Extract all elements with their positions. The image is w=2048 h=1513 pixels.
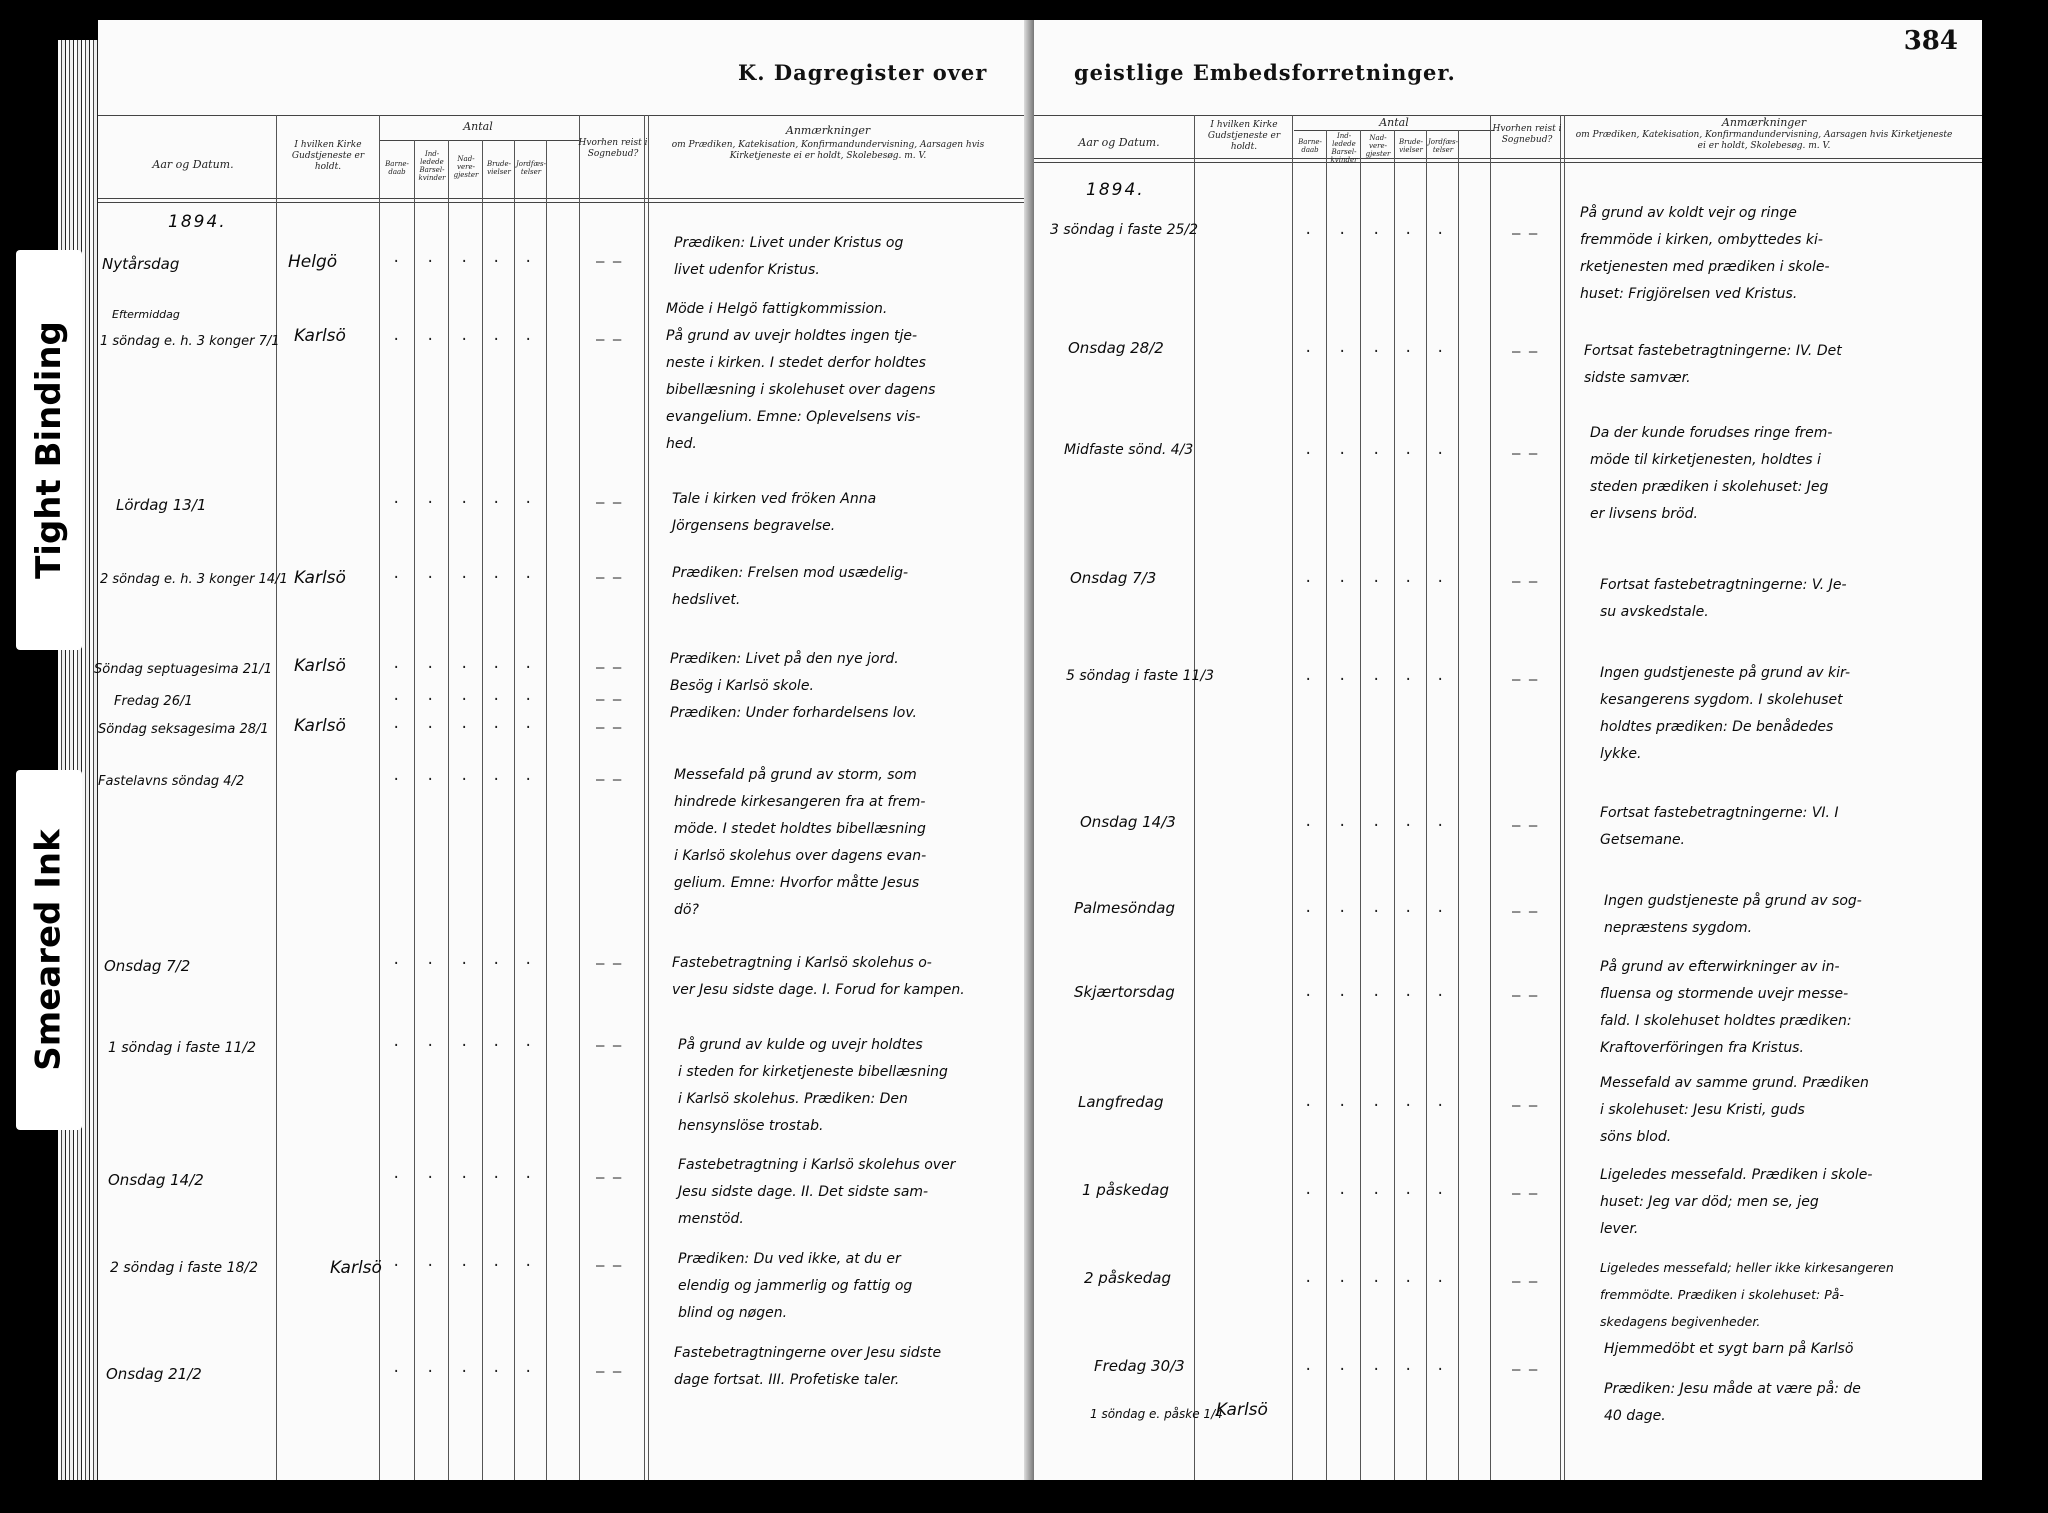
date-entry: Onsdag 14/2	[108, 1171, 204, 1189]
tally-dot: ·	[1372, 226, 1381, 242]
tally-dot: ·	[1372, 446, 1381, 462]
col-line	[482, 140, 483, 1480]
remark-entry: Ligeledes messefald. Prædiken i skole- huset: Jeg var död; men se, jeg lever.	[1600, 1167, 1873, 1237]
col-nadvere-header: Nad-vere-gjester	[1365, 134, 1391, 158]
tally-dot: ·	[460, 956, 469, 972]
col-line	[648, 115, 649, 1480]
year-label: 1894.	[1086, 180, 1145, 200]
tally-dot: ·	[492, 570, 501, 586]
date-entry: Fastelavns söndag 4/2	[98, 774, 245, 789]
date-entry: Söndag septuagesima 21/1	[94, 662, 272, 677]
tally-dot: ·	[1338, 818, 1347, 834]
date-entry: 1 söndag i faste 11/2	[108, 1040, 257, 1056]
col-line	[1560, 115, 1561, 1480]
remark-entry: Ligeledes messefald; heller ikke kirkesangeren fremmödte. Prædiken i skolehuset: På- skedagens begivenheder.	[1600, 1260, 1894, 1329]
tally-dot: ·	[1338, 446, 1347, 462]
tally-dot: ·	[460, 1364, 469, 1380]
tally-dot: ·	[1338, 1362, 1347, 1378]
remark-entry: Fortsat fastebetragtningerne: IV. Det sidste samvær.	[1584, 343, 1842, 386]
tally-dot: ·	[1436, 1274, 1445, 1290]
tally-dot: ·	[492, 956, 501, 972]
tally-dot: ·	[492, 1038, 501, 1054]
col-barselkvinder-header: Ind-ledede Barsel-kvinder	[418, 150, 446, 182]
date-entry: 1 söndag e. påske 1/4	[1090, 1407, 1223, 1421]
tally-dot: ·	[1404, 1098, 1413, 1114]
tally-dot: ·	[492, 660, 501, 676]
tally-dot: ·	[1338, 574, 1347, 590]
tally-dot: ·	[524, 495, 533, 511]
church-entry: Karlsö	[294, 716, 346, 736]
tally-dash: – –	[1512, 344, 1538, 360]
tally-dash: – –	[1512, 904, 1538, 920]
col-line	[1292, 115, 1293, 1480]
remark-entry: Möde i Helgö fattigkommission. På grund av uvejr holdtes ingen tje- neste i kirken. I stedet derfor holdtes bibellæsning i skolehuset over dagens evangelium. Emne: Oplevelsens vis- hed.	[666, 301, 936, 452]
header-bottom-rule-2	[98, 202, 1034, 203]
tally-dot: ·	[524, 1258, 533, 1274]
tally-dash: – –	[596, 1258, 622, 1274]
col-barselkvinder-header: Ind-ledede Barsel-kvinder	[1330, 132, 1358, 164]
remark-entry: Da der kunde forudses ringe frem- möde til kirketjenesten, holdtes i steden prædiken i skolehuset: Jeg er livsens bröd.	[1590, 425, 1833, 522]
remark-entry: På grund av koldt vejr og ringe fremmöde i kirken, ombyttedes ki- rketjenesten med prædiken i skole- huset: Frigjörelsen ved Kristus.	[1580, 205, 1830, 302]
tally-dot: ·	[1372, 672, 1381, 688]
tally-dot: ·	[392, 254, 401, 270]
tally-dot: ·	[1304, 904, 1313, 920]
tally-dot: ·	[1338, 1274, 1347, 1290]
remark-entry: Fortsat fastebetragtningerne: V. Je- su avskedstale.	[1600, 577, 1847, 620]
church-entry: Helgö	[288, 252, 338, 272]
date-entry: Onsdag 21/2	[106, 1365, 202, 1383]
col-line	[546, 140, 547, 1480]
tally-dash: – –	[1512, 672, 1538, 688]
tally-dot: ·	[392, 570, 401, 586]
tally-dot: ·	[1372, 818, 1381, 834]
left-page	[94, 20, 1034, 1480]
remark-entry: Fastebetragtningerne over Jesu sidste dage fortsat. III. Profetiske taler.	[674, 1345, 942, 1388]
antal-rule	[379, 140, 579, 141]
tight-binding-label: Tight Binding	[29, 321, 70, 579]
remark-entry: Messefald av samme grund. Prædiken i skolehuset: Jesu Kristi, guds söns blod.	[1600, 1075, 1869, 1145]
tally-dot: ·	[1404, 904, 1413, 920]
tally-dot: ·	[1372, 1274, 1381, 1290]
tally-dash: – –	[1512, 574, 1538, 590]
tally-dot: ·	[492, 495, 501, 511]
tally-dot: ·	[1372, 574, 1381, 590]
tally-dot: ·	[426, 692, 435, 708]
col-antal-header: Antal	[463, 120, 493, 133]
right-page	[1034, 20, 1982, 1480]
tally-dot: ·	[1372, 904, 1381, 920]
col-line	[1426, 130, 1427, 1480]
tally-dot: ·	[1338, 904, 1347, 920]
tally-dot: ·	[460, 254, 469, 270]
tally-dot: ·	[426, 570, 435, 586]
church-entry: Karlsö	[1216, 1400, 1268, 1420]
tally-dot: ·	[1304, 818, 1313, 834]
col-line	[644, 115, 645, 1480]
tally-dot: ·	[1436, 672, 1445, 688]
tally-dot: ·	[1304, 988, 1313, 1004]
tally-dot: ·	[460, 332, 469, 348]
tally-dot: ·	[524, 1170, 533, 1186]
tally-dot: ·	[524, 692, 533, 708]
tally-dot: ·	[1404, 1362, 1413, 1378]
tally-dot: ·	[460, 1258, 469, 1274]
church-entry: Karlsö	[294, 568, 346, 588]
tally-dot: ·	[1436, 446, 1445, 462]
col-brudevielser-header: Brude-vielser	[1399, 138, 1423, 154]
tally-dash: – –	[596, 1038, 622, 1054]
tally-dot: ·	[1404, 1186, 1413, 1202]
tally-dot: ·	[426, 1364, 435, 1380]
date-entry: 1 söndag e. h. 3 konger 7/1	[100, 334, 280, 349]
col-barnedaab-header: Barne-daab	[1298, 138, 1322, 154]
tally-dot: ·	[426, 1258, 435, 1274]
tally-dot: ·	[524, 1364, 533, 1380]
tally-dot: ·	[1404, 672, 1413, 688]
tally-dash: – –	[596, 660, 622, 676]
date-entry: Onsdag 7/2	[104, 957, 191, 975]
col-line	[1394, 130, 1395, 1480]
remark-entry: Fortsat fastebetragtningerne: VI. I Getsemane.	[1600, 805, 1839, 848]
left-heading: K. Dagregister over	[738, 60, 988, 85]
tally-dot: ·	[460, 1038, 469, 1054]
tally-dash: – –	[1512, 818, 1538, 834]
col-line	[414, 140, 415, 1480]
col-line	[1490, 115, 1491, 1480]
tally-dot: ·	[392, 772, 401, 788]
tally-dot: ·	[1304, 1098, 1313, 1114]
tally-dot: ·	[426, 660, 435, 676]
date-entry: Lördag 13/1	[116, 496, 207, 514]
col-travel-header: Hvorhen reist i Sognebud?	[578, 138, 648, 159]
date-entry: Fredag 26/1	[114, 694, 193, 709]
col-line	[579, 115, 580, 1480]
tally-dash: – –	[596, 692, 622, 708]
church-entry: Karlsö	[330, 1258, 382, 1278]
remark-entry: Fastebetragtning i Karlsö skolehus over Jesu sidste dage. II. Det sidste sam- menstöd.	[678, 1157, 956, 1227]
tally-dot: ·	[1404, 1274, 1413, 1290]
tally-dot: ·	[1304, 1186, 1313, 1202]
tally-dot: ·	[492, 254, 501, 270]
tally-dot: ·	[392, 660, 401, 676]
tally-dash: – –	[1512, 446, 1538, 462]
col-remarks-title: Anmærkninger	[785, 124, 871, 137]
tally-dash: – –	[596, 332, 622, 348]
tally-dot: ·	[1404, 818, 1413, 834]
col-barnedaab-header: Barne-daab	[385, 160, 409, 176]
tally-dot: ·	[392, 1038, 401, 1054]
tally-dot: ·	[1338, 1098, 1347, 1114]
col-jordfaestelser-header: Jordfæs-telser	[516, 160, 546, 176]
tally-dot: ·	[426, 772, 435, 788]
tally-dot: ·	[1338, 344, 1347, 360]
tally-dot: ·	[1304, 574, 1313, 590]
church-entry: Karlsö	[294, 326, 346, 346]
tally-dot: ·	[392, 956, 401, 972]
tally-dot: ·	[524, 254, 533, 270]
date-entry: Söndag seksagesima 28/1	[98, 722, 269, 737]
page-number: 384	[1903, 26, 1958, 56]
tally-dot: ·	[460, 495, 469, 511]
tally-dash: – –	[596, 720, 622, 736]
remark-entry: Tale i kirken ved fröken Anna Jörgensens begravelse.	[672, 491, 877, 534]
col-remarks-title: Anmærkninger	[1721, 116, 1807, 129]
tally-dot: ·	[460, 720, 469, 736]
tally-dot: ·	[492, 1170, 501, 1186]
church-entry: Karlsö	[294, 656, 346, 676]
smeared-ink-tab	[16, 770, 82, 1130]
header-top-rule	[98, 115, 1034, 116]
date-entry: 1 påskedag	[1082, 1181, 1169, 1199]
tally-dot: ·	[1404, 574, 1413, 590]
tally-dot: ·	[460, 772, 469, 788]
date-entry: Eftermiddag	[112, 308, 180, 321]
tally-dash: – –	[596, 1170, 622, 1186]
tally-dot: ·	[1304, 672, 1313, 688]
tally-dash: – –	[1512, 226, 1538, 242]
date-entry: Palmesöndag	[1074, 899, 1175, 917]
tally-dot: ·	[1404, 446, 1413, 462]
remark-entry: Prædiken: Livet på den nye jord. Besög i Karlsö skole. Prædiken: Under forhardelsens lov.	[670, 651, 917, 721]
tally-dash: – –	[596, 495, 622, 511]
tally-dot: ·	[1436, 344, 1445, 360]
tally-dot: ·	[524, 660, 533, 676]
col-remarks-sub: om Prædiken, Katekisation, Konfirmandundervisning, Aarsagen hvis Kirketjeneste ei er holdt, Skolebesøg. m. V.	[1575, 130, 1953, 151]
tally-dot: ·	[426, 956, 435, 972]
year-label: 1894.	[168, 212, 227, 232]
tally-dot: ·	[1372, 988, 1381, 1004]
col-jordfaestelser-header: Jordfæs-telser	[1428, 138, 1458, 154]
col-line	[1194, 115, 1195, 1480]
tally-dot: ·	[524, 570, 533, 586]
tally-dot: ·	[1436, 904, 1445, 920]
tally-dot: ·	[1404, 988, 1413, 1004]
remark-entry: På grund av kulde og uvejr holdtes i steden for kirketjeneste bibellæsning i Karlsö skolehus. Prædiken: Den hensynslöse trostab.	[678, 1037, 948, 1134]
tally-dot: ·	[1304, 446, 1313, 462]
col-line	[1564, 115, 1565, 1480]
col-church-header: I hvilken Kirke Gudstjeneste er holdt.	[291, 140, 365, 172]
date-entry: 3 söndag i faste 25/2	[1050, 222, 1199, 238]
tally-dot: ·	[392, 332, 401, 348]
tally-dot: ·	[524, 956, 533, 972]
tally-dot: ·	[392, 1258, 401, 1274]
tally-dash: – –	[596, 1364, 622, 1380]
tally-dash: – –	[596, 772, 622, 788]
tally-dot: ·	[492, 332, 501, 348]
remark-entry: På grund av efterwirkninger av in- fluensa og stormende uvejr messe- fald. I skolehuset holdtes prædiken: Kraftoverföringen fra Kristus.	[1600, 959, 1852, 1056]
remark-entry: Messefald på grund av storm, som hindrede kirkesangeren fra at frem- möde. I stedet holdtes bibellæsning i Karlsö skolehus over dagens evan- gelium. Emne: Hvorfor måtte Jesus dö?	[674, 767, 927, 918]
smeared-ink-label: Smeared Ink	[29, 829, 70, 1071]
col-travel-header: Hvorhen reist i Sognebud?	[1492, 124, 1562, 145]
remark-entry: Prædiken: Jesu måde at være på: de 40 dage.	[1604, 1381, 1861, 1424]
tight-binding-tab	[16, 250, 82, 650]
tally-dash: – –	[1512, 1186, 1538, 1202]
tally-dash: – –	[596, 570, 622, 586]
tally-dot: ·	[392, 1364, 401, 1380]
tally-dot: ·	[1304, 1362, 1313, 1378]
tally-dot: ·	[524, 772, 533, 788]
tally-dash: – –	[1512, 988, 1538, 1004]
tally-dot: ·	[460, 692, 469, 708]
right-heading: geistlige Embedsforretninger.	[1074, 60, 1456, 85]
tally-dot: ·	[426, 1038, 435, 1054]
tally-dot: ·	[426, 254, 435, 270]
col-line	[1326, 130, 1327, 1480]
tally-dot: ·	[392, 1170, 401, 1186]
tally-dot: ·	[1338, 672, 1347, 688]
tally-dot: ·	[460, 660, 469, 676]
tally-dot: ·	[492, 1364, 501, 1380]
tally-dot: ·	[392, 720, 401, 736]
tally-dot: ·	[524, 720, 533, 736]
date-entry: Onsdag 14/3	[1080, 813, 1176, 831]
tally-dot: ·	[524, 332, 533, 348]
col-line	[1360, 130, 1361, 1480]
tally-dash: – –	[1512, 1274, 1538, 1290]
remark-entry: Prædiken: Livet under Kristus og livet udenfor Kristus.	[674, 235, 904, 278]
tally-dot: ·	[392, 692, 401, 708]
date-entry: Skjærtorsdag	[1074, 983, 1175, 1001]
header-bottom-rule	[1034, 158, 1982, 159]
tally-dot: ·	[1436, 1186, 1445, 1202]
remark-entry: Fastebetragtning i Karlsö skolehus o- ver Jesu sidste dage. I. Forud for kampen.	[672, 955, 965, 998]
remark-entry: Ingen gudstjeneste på grund av sog- nepræstens sygdom.	[1604, 893, 1862, 936]
tally-dot: ·	[426, 495, 435, 511]
date-entry: 2 söndag e. h. 3 konger 14/1	[100, 572, 288, 587]
col-line	[1458, 130, 1459, 1480]
tally-dot: ·	[1436, 818, 1445, 834]
remark-entry: Ingen gudstjeneste på grund av kir- kesangerens sygdom. I skolehuset holdtes prædiken: De benådedes lykke.	[1600, 665, 1851, 762]
date-entry: Nytårsdag	[102, 255, 180, 273]
remark-entry: Prædiken: Frelsen mod usædelig- hedslivet.	[672, 565, 909, 608]
tally-dot: ·	[392, 495, 401, 511]
tally-dot: ·	[1338, 226, 1347, 242]
date-entry: 2 söndag i faste 18/2	[110, 1260, 259, 1276]
tally-dot: ·	[1372, 1186, 1381, 1202]
tally-dot: ·	[1372, 344, 1381, 360]
tally-dash: – –	[1512, 1362, 1538, 1378]
date-entry: Fredag 30/3	[1094, 1357, 1185, 1375]
col-line	[276, 115, 277, 1480]
col-date-header: Aar og Datum.	[152, 158, 234, 171]
tally-dot: ·	[1372, 1362, 1381, 1378]
tally-dot: ·	[426, 1170, 435, 1186]
col-church-header: I hvilken Kirke Gudstjeneste er holdt.	[1207, 120, 1281, 152]
header-bottom-rule-2	[1034, 162, 1982, 163]
tally-dot: ·	[1436, 1098, 1445, 1114]
tally-dot: ·	[1436, 988, 1445, 1004]
tally-dash: – –	[1512, 1098, 1538, 1114]
date-entry: 5 söndag i faste 11/3	[1066, 668, 1215, 684]
tally-dot: ·	[1404, 344, 1413, 360]
tally-dot: ·	[426, 720, 435, 736]
col-line	[448, 140, 449, 1480]
col-nadvere-header: Nad-vere-gjester	[453, 155, 479, 179]
date-entry: Onsdag 28/2	[1068, 339, 1164, 357]
remark-entry: Hjemmedöbt et sygt barn på Karlsö	[1604, 1341, 1854, 1357]
tally-dot: ·	[492, 1258, 501, 1274]
tally-dot: ·	[492, 720, 501, 736]
tally-dot: ·	[1372, 1098, 1381, 1114]
col-brudevielser-header: Brude-vielser	[487, 160, 511, 176]
date-entry: Langfredag	[1078, 1093, 1164, 1111]
tally-dot: ·	[1338, 988, 1347, 1004]
tally-dot: ·	[1436, 226, 1445, 242]
tally-dot: ·	[1436, 574, 1445, 590]
tally-dot: ·	[492, 772, 501, 788]
tally-dot: ·	[460, 1170, 469, 1186]
tally-dot: ·	[1304, 226, 1313, 242]
tally-dot: ·	[1404, 226, 1413, 242]
col-line	[514, 140, 515, 1480]
remark-entry: Prædiken: Du ved ikke, at du er elendig og jammerlig og fattig og blind og nøgen.	[678, 1251, 913, 1321]
tally-dot: ·	[426, 332, 435, 348]
date-entry: Onsdag 7/3	[1070, 569, 1157, 587]
tally-dash: – –	[596, 254, 622, 270]
tally-dot: ·	[1304, 344, 1313, 360]
tally-dot: ·	[1436, 1362, 1445, 1378]
header-bottom-rule	[98, 198, 1034, 199]
date-entry: 2 påskedag	[1084, 1269, 1171, 1287]
col-antal-header: Antal	[1379, 116, 1409, 129]
col-date-header: Aar og Datum.	[1078, 136, 1160, 149]
tally-dot: ·	[460, 570, 469, 586]
date-entry: Midfaste sönd. 4/3	[1064, 442, 1194, 458]
tally-dash: – –	[596, 956, 622, 972]
col-remarks-sub: om Prædiken, Katekisation, Konfirmandundervisning, Aarsagen hvis Kirketjeneste ei er holdt, Skolebesøg. m. V.	[671, 140, 985, 161]
tally-dot: ·	[1338, 1186, 1347, 1202]
tally-dot: ·	[524, 1038, 533, 1054]
tally-dot: ·	[1304, 1274, 1313, 1290]
tally-dot: ·	[492, 692, 501, 708]
